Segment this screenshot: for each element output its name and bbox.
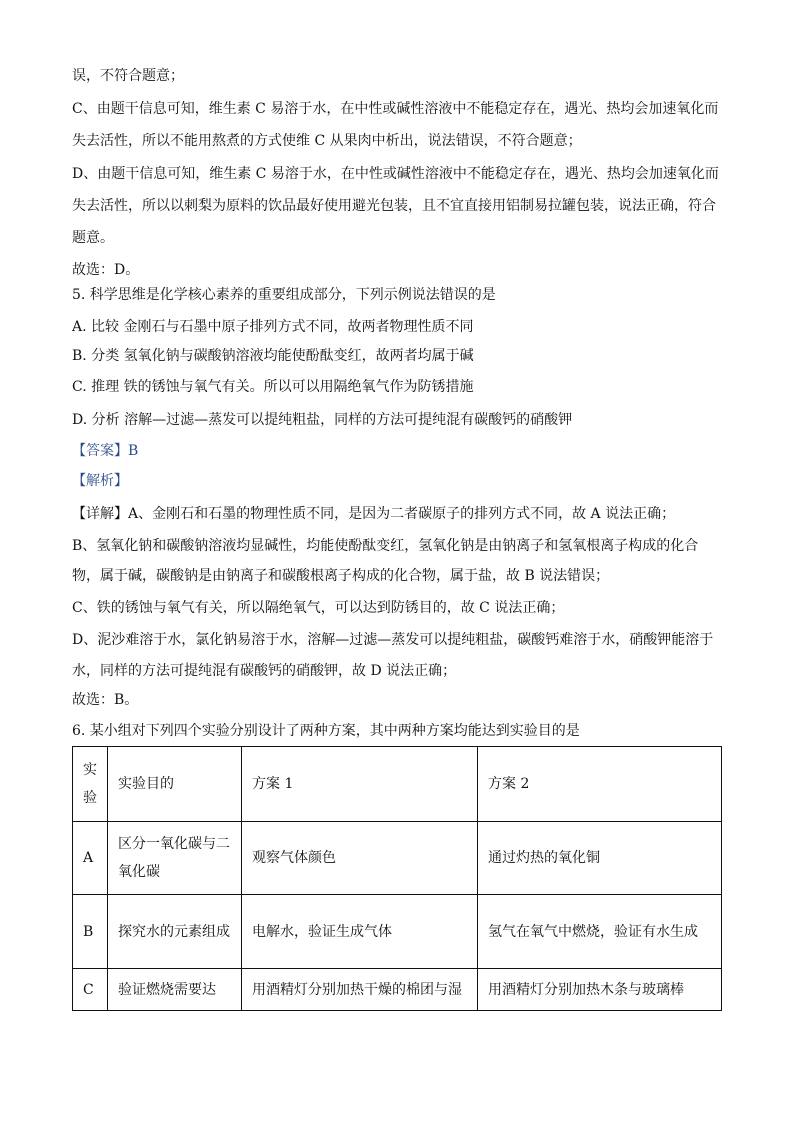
question-5-stem: 5. 科学思维是化学核心素养的重要组成部分，下列示例说法错误的是	[72, 287, 496, 303]
table-cell: 探究水的元素组成	[108, 895, 242, 969]
detail-line: 物，属于碱，碳酸钠是由钠离子和碳酸根离子构成的化合物，属于盐，故 B 说法错误；	[72, 568, 610, 584]
detail-line: 【详解】A、金刚石和石墨的物理性质不同，是因为二者碳原子的排列方式不同，故 A 说法正确；	[72, 506, 676, 522]
answer-label: 【答案】B	[72, 443, 139, 459]
table-cell: A	[73, 822, 108, 895]
table-cell: 验证燃烧需要达	[108, 969, 242, 1011]
option-c: C. 推理 铁的锈蚀与氧气有关。所以可以用隔绝氧气作为防锈措施	[72, 379, 474, 395]
prev-explanation-line: 失去活性，所以不能用熬煮的方式使维 C 从果肉中析出，说法错误，不符合题意；	[72, 133, 582, 149]
analysis-label: 【解析】	[72, 473, 128, 489]
option-d: D. 分析 溶解—过滤—蒸发可以提纯粗盐，同样的方法可提纯混有碳酸钙的硝酸钾	[72, 412, 573, 428]
table-cell: 氢气在氧气中燃烧，验证有水生成	[478, 895, 722, 969]
table-cell: 用酒精灯分别加热木条与玻璃棒	[478, 969, 722, 1011]
prev-explanation-line: 题意。	[72, 230, 114, 246]
option-a: A. 比较 金刚石与石墨中原子排列方式不同，故两者物理性质不同	[72, 319, 474, 335]
prev-explanation-line: C、由题干信息可知，维生素 C 易溶于水，在中性或碱性溶液中不能稳定存在，遇光、热均会加速氧化而	[72, 101, 719, 117]
table-row	[73, 895, 722, 969]
table-cell: 区分一氧化碳与二氧化碳	[108, 822, 242, 895]
header-cell: 实验	[73, 747, 108, 822]
detail-line: C、铁的锈蚀与氧气有关，所以隔绝氧气，可以达到防锈目的，故 C 说法正确；	[72, 600, 565, 616]
header-cell: 方案 1	[242, 747, 478, 822]
prev-explanation-line: 误，不符合题意；	[72, 68, 184, 84]
detail-line: B、氢氧化钠和碳酸钠溶液均显碱性，均能使酚酞变红，氢氧化钠是由钠离子和氢氧根离子构成的化合	[72, 538, 699, 554]
table-row	[73, 969, 722, 1011]
prev-explanation-line: 失去活性，所以以刺梨为原料的饮品最好使用避光包装，且不宜直接用铝制易拉罐包装，说法正确，符合	[72, 198, 716, 214]
option-b: B. 分类 氢氧化钠与碳酸钠溶液均能使酚酞变红，故两者均属于碱	[72, 348, 474, 364]
conclusion: 故选：B。	[72, 692, 139, 708]
table-header-row	[73, 747, 722, 822]
experiment-table	[72, 746, 722, 1011]
table-cell: 用酒精灯分别加热干燥的棉团与湿	[242, 969, 478, 1011]
table-cell: 观察气体颜色	[242, 822, 478, 895]
prev-explanation-line: D、由题干信息可知，维生素 C 易溶于水，在中性或碱性溶液中不能稳定存在，遇光、热均会加速氧化而	[72, 166, 719, 182]
table-cell: 电解水，验证生成气体	[242, 895, 478, 969]
table-row	[73, 822, 722, 895]
question-6-stem: 6. 某小组对下列四个实验分别设计了两种方案，其中两种方案均能达到实验目的是	[72, 723, 580, 739]
table-cell: C	[73, 969, 108, 1011]
detail-line: 水，同样的方法可提纯混有碳酸钙的硝酸钾，故 D 说法正确；	[72, 663, 457, 679]
prev-conclusion: 故选：D。	[72, 262, 140, 278]
detail-line: D、泥沙难溶于水，氯化钠易溶于水，溶解—过滤—蒸发可以提纯粗盐，碳酸钙难溶于水，硝酸钾能溶于	[72, 632, 714, 648]
header-cell: 方案 2	[478, 747, 722, 822]
table-cell: B	[73, 895, 108, 969]
header-cell: 实验目的	[108, 747, 242, 822]
table-cell: 通过灼热的氧化铜	[478, 822, 722, 895]
